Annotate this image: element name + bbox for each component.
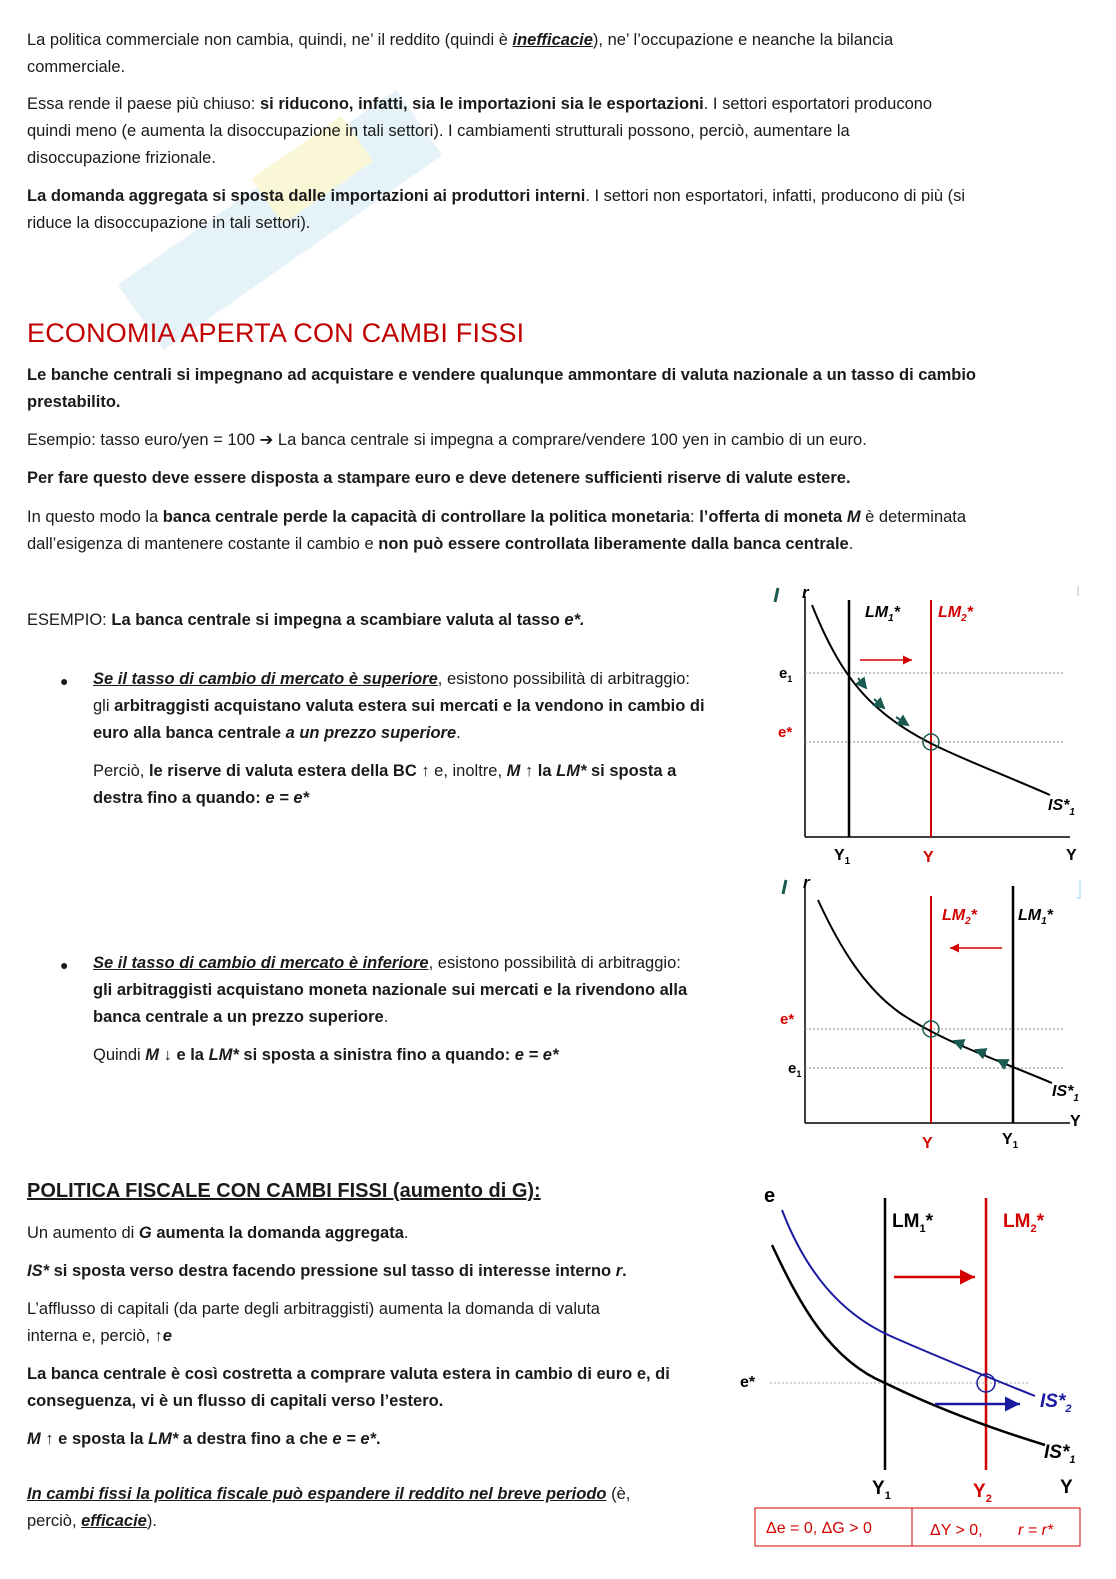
label-is1: $IS*_1$ xyxy=(1048,797,1075,818)
paragraph-monetary-control: In questo modo la banca centrale perde la capacità di controllare la politica monetaria: l’offerta di moneta M è determinata dall’esigenza di mantenere costante il cambio e non può essere controllata liberamente dalla banca centrale. xyxy=(27,508,967,553)
path-arrow-icon xyxy=(858,678,866,688)
label-y-axis: Y xyxy=(1066,847,1077,864)
label-lm2: $LM_2*$ xyxy=(942,907,977,927)
paragraph-bank-forced: La banca centrale è così costretta a comprare valuta estera in cambio di euro e, di conseguenza, vi è un flusso di capitali verso l’estero. xyxy=(27,1365,670,1410)
paragraph-example-yen: Esempio: tasso euro/yen = 100 ➔ La banca centrale si impegna a comprare/vendere 100 yen in cambio di un euro. xyxy=(27,431,867,449)
diagram-lm-shift-left xyxy=(770,868,1090,1158)
bullet-dot-icon: ● xyxy=(60,957,69,973)
label-y1: $Y_1$ xyxy=(1002,1131,1019,1151)
label-y: Y xyxy=(922,1135,933,1152)
paragraph-is-shift: IS* si sposta verso destra facendo pressione sul tasso di interesse interno r. xyxy=(27,1262,627,1280)
label-lm1: $LM_1*$ xyxy=(1018,907,1053,927)
label-e1: $e_1$ xyxy=(788,1060,802,1079)
label-lm2: $LM_2*$ xyxy=(1003,1211,1044,1235)
paragraph-central-banks: Le banche centrali si impegnano ad acquistare e vendere qualunque ammontare di valuta nazionale a un tasso di cambio prestabilito. xyxy=(27,366,977,411)
label-y2: $Y_2$ xyxy=(973,1481,992,1505)
label-lm1: $LM_1*$ xyxy=(892,1211,933,1235)
axis-label-r: r xyxy=(802,583,809,602)
diagram-fiscal-policy xyxy=(730,1180,1100,1552)
label-e1: $e_1$ xyxy=(779,665,793,684)
section-title-fiscal-policy: POLITICA FISCALE CON CAMBI FISSI (aumento di G): xyxy=(27,1180,541,1202)
right-arrow-icon: ➔ xyxy=(259,431,274,449)
is2-curve xyxy=(782,1210,1035,1396)
bullet-dot-icon: ● xyxy=(60,673,69,689)
corner-mark xyxy=(775,588,778,602)
label-y-axis: Y xyxy=(1070,1113,1081,1130)
label-y1: $Y_1$ xyxy=(872,1478,891,1502)
label-estar: e* xyxy=(778,724,793,741)
label-lm1: $LM_1*$ xyxy=(865,604,900,624)
paragraph-commercial-policy: La politica commerciale non cambia, quindi, ne’ il reddito (quindi è inefficacie), ne’ l’occupazione e neanche la bilancia commerciale. xyxy=(27,31,894,76)
paragraph-closed-country: Essa rende il paese più chiuso: si riducono, infatti, sia le importazioni sia le esportazioni. I settori esportatori producono quindi meno (e aumenta la disoccupazione in tali settori). I cambiamenti strutturali possono, perciò, aumentare la disoccupazione frizionale. xyxy=(27,95,933,167)
label-estar: e* xyxy=(740,1374,756,1391)
result-text-left: Δe = 0, ΔG > 0 xyxy=(766,1520,872,1537)
paragraph-esempio: ESEMPIO: La banca centrale si impegna a scambiare valuta al tasso e*. xyxy=(27,611,585,629)
label-is2: $IS*_2$ xyxy=(1040,1391,1072,1415)
paragraph-print-euro: Per fare questo deve essere disposta a stampare euro e deve detenere sufficienti riserve di valute estere. xyxy=(27,469,851,487)
is1-curve xyxy=(818,900,1052,1083)
corner-mark xyxy=(783,880,786,894)
bullet-market-rate-higher: Se il tasso di cambio di mercato è superiore, esistono possibilità di arbitraggio: gli arbitraggisti acquistano valuta estera sui mercati e la vendono in cambio di euro alla banca centrale a un prezzo superiore. Perciò, le riserve di valuta estera della BC ↑ e, inoltre, M ↑ la LM* si sposta a destra fino a quando: e = e* xyxy=(93,670,705,807)
is1-curve xyxy=(772,1245,1045,1445)
paragraph-increase-g: Un aumento di G aumenta la domanda aggregata. xyxy=(27,1224,409,1242)
corner-mark xyxy=(1076,880,1080,898)
axis-label-r: r xyxy=(803,873,810,892)
result-text-r: r = r* xyxy=(1018,1522,1054,1539)
label-y-axis: Y xyxy=(1060,1477,1073,1498)
axis-label-e: e xyxy=(764,1185,776,1207)
section-title-fixed-exchange: ECONOMIA APERTA CON CAMBI FISSI xyxy=(27,318,525,348)
paragraph-aggregate-demand: La domanda aggregata si sposta dalle importazioni ai produttori interni. I settori non esportatori, infatti, producono di più (si riduce la disoccupazione in tali settori). xyxy=(27,187,966,232)
paragraph-conclusion: In cambi fissi la politica fiscale può espandere il reddito nel breve periodo (è, perciò, efficacie). xyxy=(27,1485,631,1530)
label-y: Y xyxy=(923,849,934,866)
paragraph-capital-inflow: L’afflusso di capitali (da parte degli arbitraggisti) aumenta la domanda di valuta interna e, perciò, ↑e xyxy=(27,1300,600,1345)
diagram-lm-shift-right xyxy=(770,580,1090,870)
label-is1: $IS*_1$ xyxy=(1044,1442,1076,1466)
label-lm2: $LM_2*$ xyxy=(938,604,973,624)
label-y1: $Y_1$ xyxy=(834,847,851,867)
label-is1: $IS*_1$ xyxy=(1052,1083,1079,1104)
result-text-dy: ΔY > 0, xyxy=(930,1522,983,1539)
paragraph-m-increase: M ↑ e sposta la LM* a destra fino a che e = e*. xyxy=(27,1430,381,1448)
bullet-market-rate-lower: Se il tasso di cambio di mercato è inferiore, esistono possibilità di arbitraggio: gli arbitraggisti acquistano moneta nazionale sui mercati e la rivendono alla banca centrale a un prezzo superiore. Quindi M ↓ e la LM* si sposta a sinistra fino a quando: e = e* xyxy=(93,954,688,1064)
label-estar: e* xyxy=(780,1011,795,1028)
